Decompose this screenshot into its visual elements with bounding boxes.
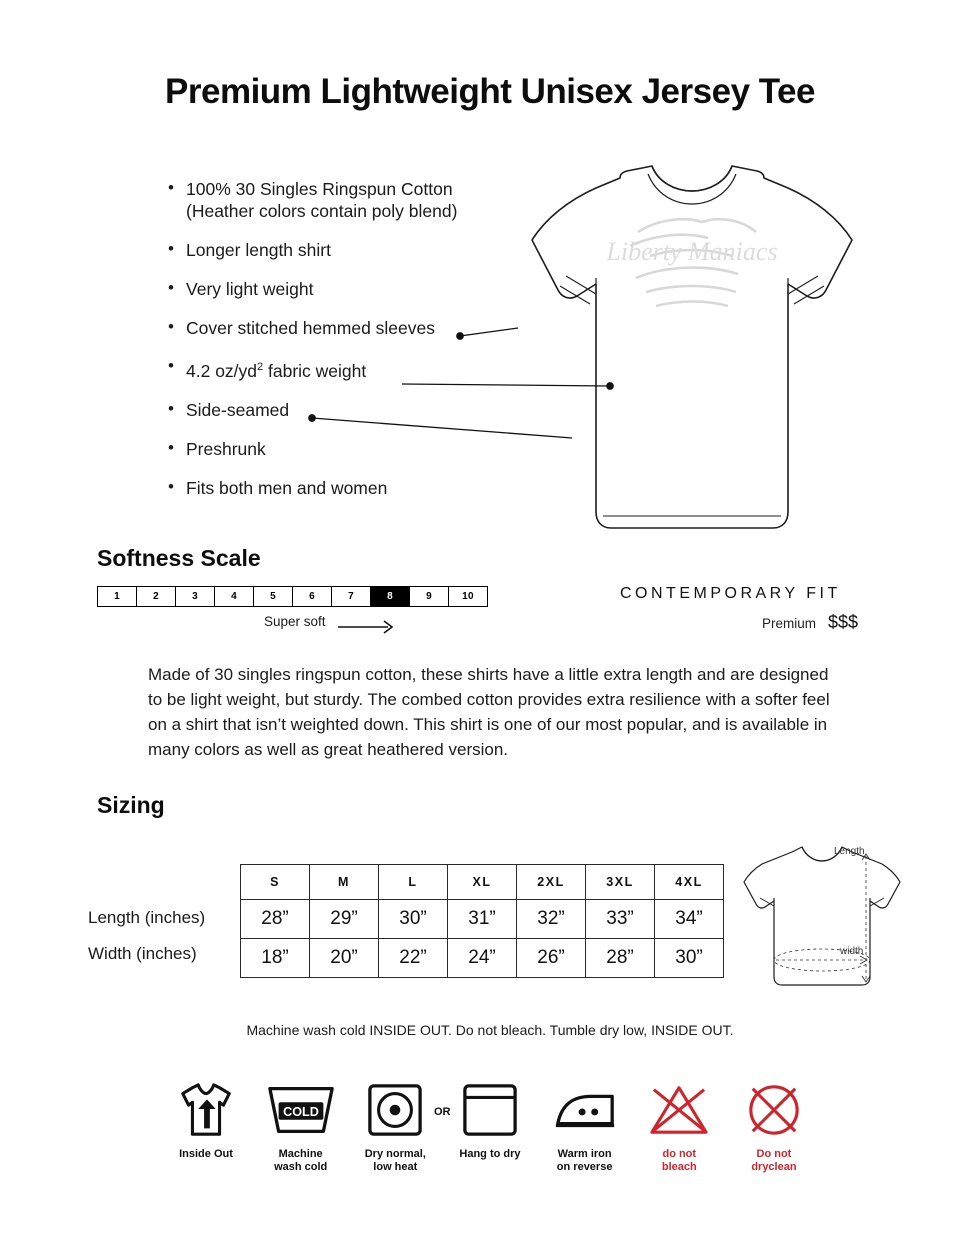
feature-text: Preshrunk xyxy=(186,438,266,459)
col-head-2xl: 2XL xyxy=(517,865,586,900)
feature-text: 100% 30 Singles Ringspun Cotton xyxy=(186,179,453,199)
sizing-heading: Sizing xyxy=(97,792,165,818)
cell-length-4xl: 34” xyxy=(655,900,724,939)
chest-graphic-text-top: Liberty Maniacs xyxy=(606,237,778,266)
cell-length-m: 29” xyxy=(310,900,379,939)
care-caption: Warm iron xyxy=(557,1148,612,1160)
machine-wash-cold-icon xyxy=(255,1078,347,1142)
feature-text: Side-seamed xyxy=(186,399,290,420)
tshirt-measure-icon xyxy=(730,842,910,992)
do-not-bleach-icon xyxy=(633,1078,725,1142)
sizing-row-labels xyxy=(88,900,238,972)
scale-cell-8-active[interactable]: 8 xyxy=(371,587,410,606)
col-head-3xl: 3XL xyxy=(586,865,655,900)
cell-width-3xl: 28” xyxy=(586,939,655,978)
list-item xyxy=(168,438,498,460)
feature-text: Longer length shirt xyxy=(186,240,331,260)
cold-text: COLD xyxy=(282,1104,319,1119)
care-instructions-text: Machine wash cold INSIDE OUT. Do not bleach. Tumble dry low, INSIDE OUT. xyxy=(246,1022,734,1038)
care-item-machine-wash-cold xyxy=(255,1078,347,1174)
list-item xyxy=(168,317,498,339)
softness-scale[interactable] xyxy=(97,586,488,607)
feature-list xyxy=(168,178,498,516)
row-label-length: Length (inches) xyxy=(88,908,206,927)
feature-text: Very light weight xyxy=(186,279,314,299)
fit-label: CONTEMPORARY FIT xyxy=(620,585,841,602)
care-caption-2: on reverse xyxy=(556,1161,613,1173)
scale-cell-10[interactable]: 10 xyxy=(449,587,487,606)
care-caption-2: dryclean xyxy=(751,1161,797,1173)
scale-cell-1[interactable]: 1 xyxy=(98,587,137,606)
care-caption: Dry normal, xyxy=(364,1148,426,1160)
scale-cell-7[interactable]: 7 xyxy=(332,587,371,606)
cell-width-m: 20” xyxy=(310,939,379,978)
list-item xyxy=(168,239,498,261)
table-row xyxy=(241,900,724,939)
care-caption: Machine xyxy=(278,1148,323,1160)
cell-length-2xl: 32” xyxy=(517,900,586,939)
col-head-l: L xyxy=(379,865,448,900)
scale-cell-4[interactable]: 4 xyxy=(215,587,254,606)
scale-cell-3[interactable]: 3 xyxy=(176,587,215,606)
row-label-width: Width (inches) xyxy=(88,944,197,963)
tshirt-illustration xyxy=(470,160,890,560)
care-item-warm-iron xyxy=(539,1078,631,1174)
scale-cell-6[interactable]: 6 xyxy=(293,587,332,606)
list-item xyxy=(168,477,498,499)
cell-length-xl: 31” xyxy=(448,900,517,939)
cell-width-xl: 24” xyxy=(448,939,517,978)
care-caption-2: low heat xyxy=(373,1161,418,1173)
page-title: Premium Lightweight Unisex Jersey Tee xyxy=(165,72,815,111)
description-paragraph: Made of 30 singles ringspun cotton, these shirts have a little extra length and are designed to be light weight, but sturdy. The combed cotton provides extra resilience with a softer feel on a shirt that isn’t weighted down. This shirt is one of our most popular, and is available in many colors as well as great heathered version. xyxy=(148,665,830,759)
cell-width-s: 18” xyxy=(241,939,310,978)
care-caption-2: bleach xyxy=(661,1161,697,1173)
list-item xyxy=(168,178,498,222)
measurement-diagram xyxy=(730,842,910,992)
care-item-hang-to-dry xyxy=(444,1078,536,1161)
care-item-dry-normal xyxy=(349,1078,441,1174)
sizing-table xyxy=(240,864,724,978)
do-not-dryclean-icon xyxy=(728,1078,820,1142)
softness-heading: Softness Scale xyxy=(97,545,261,571)
care-item-inside-out xyxy=(160,1078,252,1161)
col-head-s: S xyxy=(241,865,310,900)
col-head-m: M xyxy=(310,865,379,900)
scale-cell-2[interactable]: 2 xyxy=(137,587,176,606)
super-soft-label: Super soft xyxy=(264,614,326,629)
feature-text: Cover stitched hemmed sleeves xyxy=(186,318,435,338)
cell-length-l: 30” xyxy=(379,900,448,939)
list-item xyxy=(168,399,498,421)
dry-normal-low-heat-icon xyxy=(349,1078,441,1142)
cell-width-2xl: 26” xyxy=(517,939,586,978)
or-label: OR xyxy=(434,1106,451,1118)
care-caption-2: wash cold xyxy=(274,1161,328,1173)
super-soft-arrow-icon xyxy=(338,620,400,634)
col-head-xl: XL xyxy=(448,865,517,900)
feature-subtext: (Heather colors contain poly blend) xyxy=(186,201,458,221)
diagram-width-label: width xyxy=(840,946,864,957)
table-row xyxy=(241,939,724,978)
list-item xyxy=(168,356,498,382)
tshirt-front-icon xyxy=(470,160,890,560)
diagram-length-label: Length xyxy=(834,846,865,857)
cell-length-s: 28” xyxy=(241,900,310,939)
hang-to-dry-icon xyxy=(444,1078,536,1142)
care-caption: Inside Out xyxy=(179,1148,233,1160)
care-item-do-not-dryclean xyxy=(728,1078,820,1174)
care-caption: do not xyxy=(662,1148,697,1160)
list-item xyxy=(168,278,498,300)
tier-label: Premium xyxy=(762,616,817,631)
cell-length-3xl: 33” xyxy=(586,900,655,939)
care-caption: Hang to dry xyxy=(459,1148,521,1160)
cell-width-l: 22” xyxy=(379,939,448,978)
feature-text: Fits both men and women xyxy=(186,477,388,498)
care-item-do-not-bleach xyxy=(633,1078,725,1174)
feature-text: 4.2 $oz/yd^2$ fabric weight xyxy=(186,360,367,381)
col-head-4xl: 4XL xyxy=(655,865,724,900)
care-caption: Do not xyxy=(756,1148,792,1160)
care-icon-row xyxy=(160,1078,820,1174)
price-label: $$$ xyxy=(828,612,859,632)
warm-iron-reverse-icon xyxy=(539,1078,631,1142)
table-header-row xyxy=(241,865,724,900)
scale-cell-5[interactable]: 5 xyxy=(254,587,293,606)
scale-cell-9[interactable]: 9 xyxy=(410,587,449,606)
inside-out-icon xyxy=(160,1078,252,1142)
cell-width-4xl: 30” xyxy=(655,939,724,978)
